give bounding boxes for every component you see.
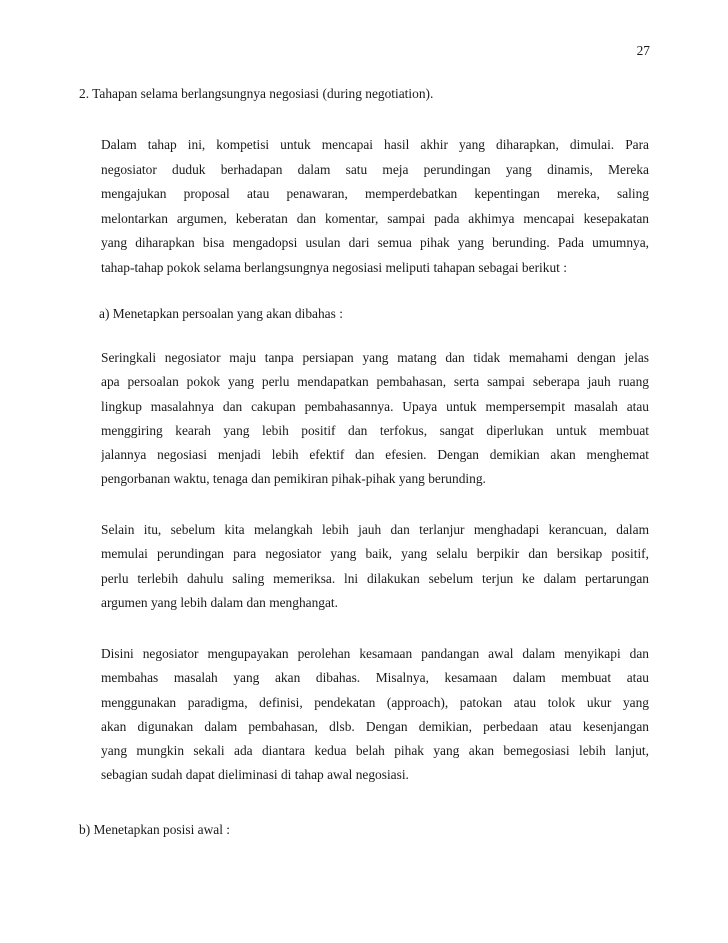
paragraph-line: melontarkan argumen, keberatan dan komentar, sampai pada akhimya mencapai kesepakatan [101,210,649,226]
paragraph-line: negosiator duduk berhadapan dalam satu meja perundingan yang dinamis, Mereka [101,161,649,177]
section-heading: 2. Tahapan selama berlangsungnya negosiasi (during negotiation). [79,86,434,101]
paragraph-line: argumen yang lebih dalam dan menghangat. [101,594,338,610]
paragraph-line: perlu terlebih dahulu saling memeriksa. lni dilakukan sebelum terjun ke dalam pertarungan [101,570,649,586]
paragraph-line: lingkup masalahnya dan cakupan pembahasannya. Upaya untuk mempersempit masalah atau [101,398,649,414]
paragraph-line: pengorbanan waktu, tenaga dan pemikiran pihak-pihak yang berunding. [101,471,486,487]
paragraph-line: sebagian sudah dapat dieliminasi di tahap awal negosiasi. [101,767,409,783]
paragraph-selain-itu [101,518,649,615]
paragraph-intro [101,133,649,281]
sub-heading-b: b) Menetapkan posisi awal : [79,822,230,837]
paragraph-line: akan digunakan dalam pembahasan, dlsb. Dengan demikian, perbedaan atau kesenjangan [101,718,649,734]
paragraph-line: apa persoalan pokok yang perlu mendapatkan pembahasan, serta sampai seberapa jauh ruang [101,374,649,390]
paragraph-disini [101,642,649,788]
page-number: 27 [636,43,650,58]
paragraph-line: mengajukan proposal atau penawaran, memperdebatkan kepentingan mereka, saling [101,186,649,202]
paragraph-line: Disini negosiator mengupayakan perolehan kesamaan pandangan awal dalam menyikapi dan [101,646,649,661]
sub-heading-a: a) Menetapkan persoalan yang akan dibahas : [99,306,343,321]
paragraph-line: yang mungkin sekali ada diantara kedua belah pihak yang akan bemegosiasi lebih lanjut, [101,743,649,759]
paragraph-persoalan [101,346,649,492]
paragraph-line: Dalam tahap ini, kompetisi untuk mencapai hasil akhir yang diharapkan, dimulai. Para [101,137,649,152]
paragraph-line: menggunakan paradigma, definisi, pendekatan (approach), patokan atau tolok ukur yang [101,694,649,710]
paragraph-line: membahas masalah yang akan dibahas. Misalnya, kesamaan dalam membuat atau [101,670,649,686]
paragraph-line: yang diharapkan bisa mengadopsi usulan dari semua pihak yang berunding. Pada umumnya, [101,235,649,251]
paragraph-line: Selain itu, sebelum kita melangkah lebih jauh dan terlanjur menghadapi kerancuan, dalam [101,522,649,537]
paragraph-line: menggiring kearah yang lebih positif dan terfokus, sangat diperlukan untuk membuat [101,422,649,438]
paragraph-line: Seringkali negosiator maju tanpa persiapan yang matang dan tidak memahami dengan jelas [101,350,649,365]
paragraph-line: memulai perundingan para negosiator yang baik, yang selalu berpikir dan bersikap positif, [101,546,649,562]
paragraph-line: jalannya negosiasi menjadi lebih efektif dan efesien. Dengan demikian akan menghemat [101,447,649,463]
paragraph-line: tahap-tahap pokok selama berlangsungnya negosiasi meliputi tahapan sebagai berikut : [101,259,567,275]
